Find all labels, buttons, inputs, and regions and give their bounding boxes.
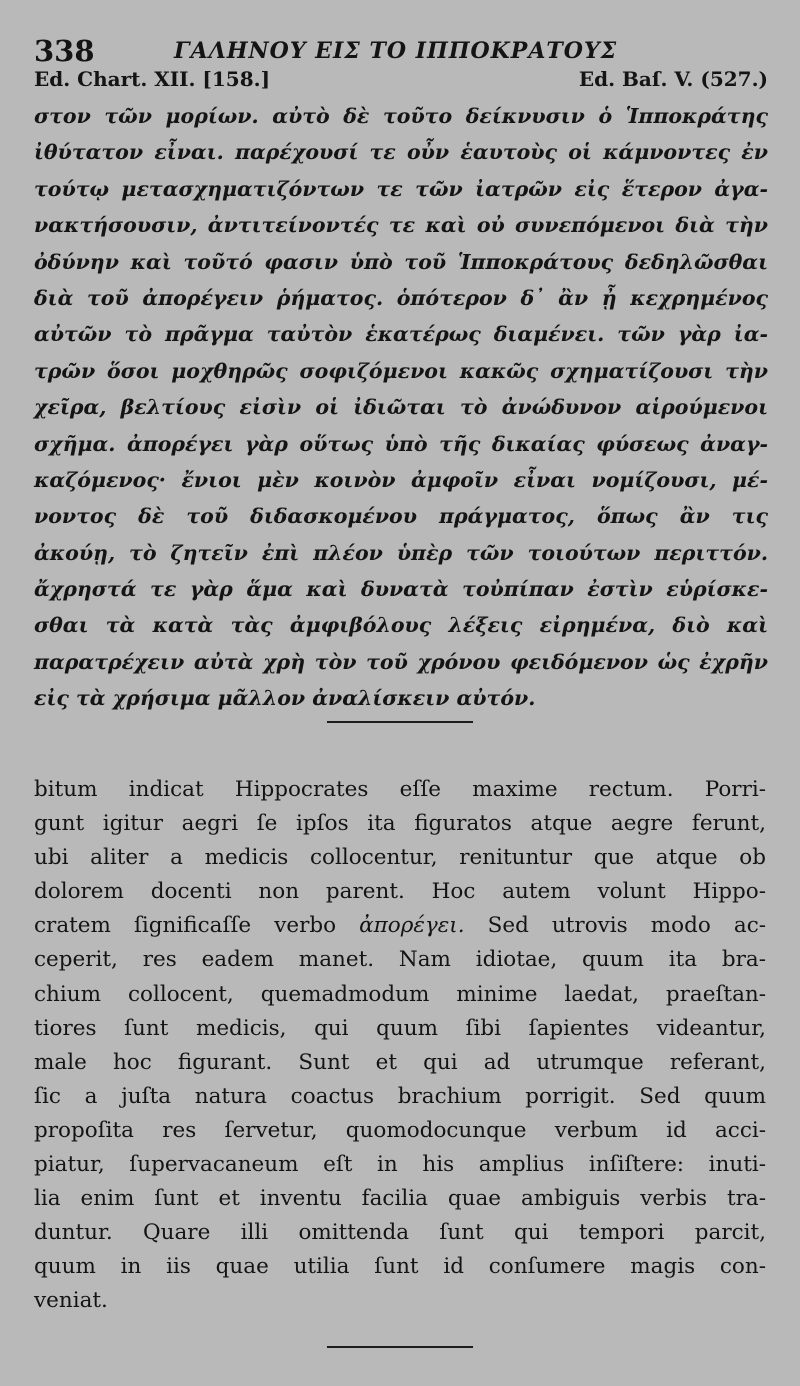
greek-text-line: σχῆμα. ἀπορέγει γὰρ οὕτως ὑπὸ τῆς δικαίας φύσεως ἀναγ- bbox=[34, 431, 768, 456]
greek-text-line: χεῖρα, βελτίους εἰσὶν οἱ ἰδιῶται τὸ ἀνώδυνον αἱρούμενοι bbox=[34, 395, 768, 420]
latin-text-line bbox=[34, 909, 766, 943]
greek-text-line: τούτῳ μετασχηματιζόντων τε τῶν ἰατρῶν εἰς ἕτερον ἀγα- bbox=[34, 176, 768, 201]
latin-text-segment: gunt igitur aegri ſe ipſos ita figuratos atque aegre ferunt, bbox=[34, 811, 766, 837]
latin-text-segment: male hoc figurant. Sunt et qui ad utrumque referant, bbox=[34, 1049, 766, 1075]
latin-text-segment: veniat. bbox=[34, 1288, 108, 1314]
edition-chartier-ref: Ed. Chart. XII. [158.] bbox=[34, 67, 271, 91]
greek-text-line: νοντος δὲ τοῦ διδασκομένου πράγματος, ὅπως ἂν τις bbox=[34, 504, 768, 529]
greek-text-line: παρατρέχειν αὐτὰ χρὴ τὸν τοῦ χρόνου φειδόμενον ὡς ἐχρῆν bbox=[34, 649, 768, 674]
latin-text-line bbox=[34, 875, 766, 909]
latin-text-segment: quum in iis quae utilia ſunt id conſumere magis con- bbox=[34, 1254, 766, 1280]
latin-text-segment: bitum indicat Hippocrates eſſe maxime rectum. Porri- bbox=[34, 777, 766, 802]
page-header bbox=[34, 34, 774, 70]
latin-text-segment: ubi aliter a medicis collocentur, renituntur que atque ob bbox=[34, 845, 766, 871]
greek-text-line: εἰς τὰ χρήσιμα μᾶλλον ἀναλίσκειν αὐτόν. bbox=[34, 686, 536, 711]
latin-text-line bbox=[34, 1216, 766, 1250]
latin-text-segment: ceperit, res eadem manet. Nam idiotae, quum ita bra- bbox=[34, 947, 766, 973]
running-title: ΓΑΛΗΝΟΥ ΕΙΣ ΤΟ ΙΠΠΟΚΡΑΤΟΥΣ bbox=[174, 38, 618, 64]
latin-text-line bbox=[34, 1250, 766, 1284]
greek-text-block bbox=[34, 98, 768, 717]
latin-text-segment: lia enim ſunt et inventu facilia quae ambiguis verbis tra- bbox=[34, 1186, 766, 1212]
latin-text-line bbox=[34, 1012, 766, 1046]
latin-text-segment: Sed utrovis modo ac- bbox=[464, 913, 767, 939]
greek-text-line: ἄχρηστά τε γὰρ ἅμα καὶ δυνατὰ τοὐπίπαν ἐστὶν εὑρίσκε- bbox=[34, 577, 768, 602]
greek-text-line: ὀδύνην καὶ τοῦτό φασιν ὑπὸ τοῦ Ἱπποκράτους δεδηλῶσθαι bbox=[34, 249, 768, 274]
latin-text-line bbox=[34, 978, 766, 1012]
latin-text-segment: tiores ſunt medicis, qui quum ſibi ſapientes videantur, bbox=[34, 1015, 766, 1041]
greek-inline-word: ἀπορέγει. bbox=[359, 913, 465, 939]
greek-text-line: ἰθύτατον εἶναι. παρέχουσί τε οὖν ἑαυτοὺς οἱ κάμνοντες ἐν bbox=[34, 140, 768, 165]
latin-text-line bbox=[34, 773, 766, 807]
latin-text-segment: propoſita res ſervetur, quomodocunque verbum id acci- bbox=[34, 1117, 766, 1143]
greek-text-line: διὰ τοῦ ἀπορέγειν ῥήματος. ὁπότερον δ᾽ ἂν ᾖ κεχρημένος bbox=[34, 285, 768, 310]
greek-text-line: σθαι τὰ κατὰ τὰς ἀμφιβόλους λέξεις εἰρημένα, διὸ καὶ bbox=[34, 613, 768, 638]
latin-text-segment: cratem ſignificaſſe verbo bbox=[34, 913, 360, 939]
latin-text-segment: chium collocent, quemadmodum minime laedat, praeſtan- bbox=[34, 981, 766, 1007]
latin-text-segment: dolorem docenti non parent. Hoc autem volunt Hippo- bbox=[34, 879, 766, 905]
footer-divider-rule bbox=[327, 1346, 473, 1348]
page-number: 338 bbox=[34, 34, 95, 68]
latin-text-line bbox=[34, 841, 766, 875]
latin-text-line bbox=[34, 1046, 766, 1080]
greek-text-line: στον τῶν μορίων. αὐτὸ δὲ τοῦτο δείκνυσιν ὁ Ἱπποκράτης bbox=[34, 104, 768, 128]
latin-text-line bbox=[34, 1114, 766, 1148]
greek-text-line: τρῶν ὅσοι μοχθηρῶς σοφιζόμενοι κακῶς σχηματίζουσι τὴν bbox=[34, 358, 768, 383]
greek-text-line: καζόμενος· ἔνιοι μὲν κοινὸν ἀμφοῖν εἶναι νομίζουσι, μέ- bbox=[34, 467, 768, 492]
section-divider-rule bbox=[327, 721, 473, 723]
edition-basel-ref: Ed. Baſ. V. (527.) bbox=[578, 67, 768, 91]
greek-text-line: ἀκούῃ, τὸ ζητεῖν ἐπὶ πλέον ὑπὲρ τῶν τοιούτων περιττόν. bbox=[34, 540, 768, 565]
latin-text-line bbox=[34, 1182, 766, 1216]
latin-text-line bbox=[34, 1080, 766, 1114]
greek-text-line: νακτήσουσιν, ἀντιτείνοντές τε καὶ οὐ συνεπόμενοι διὰ τὴν bbox=[34, 213, 768, 238]
latin-text-line bbox=[34, 1148, 766, 1182]
latin-text-segment: piatur, ſupervacaneum eſt in his amplius inſiſtere: inuti- bbox=[34, 1152, 766, 1178]
edition-references bbox=[34, 67, 768, 95]
latin-text-line bbox=[34, 943, 766, 977]
latin-text-line bbox=[34, 807, 766, 841]
latin-text-segment: duntur. Quare illi omittenda ſunt qui tempori parcit, bbox=[34, 1220, 766, 1246]
latin-text-segment: ſic a juſta natura coactus brachium porrigit. Sed quum bbox=[34, 1083, 766, 1109]
greek-text-line: αὐτῶν τὸ πρᾶγμα ταὐτὸν ἑκατέρως διαμένει. τῶν γὰρ ἰα- bbox=[34, 322, 768, 347]
latin-text-line bbox=[34, 1284, 766, 1318]
latin-text-block bbox=[34, 773, 766, 1319]
